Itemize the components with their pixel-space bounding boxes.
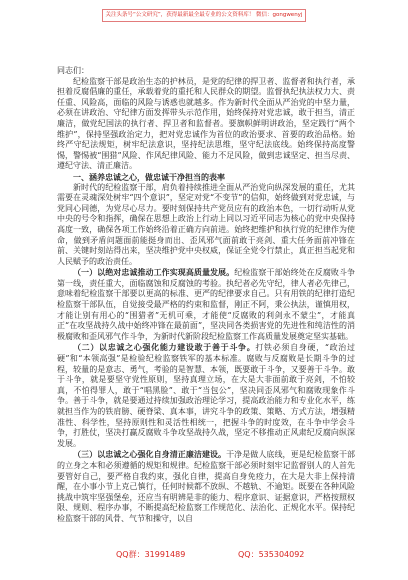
section-intro-paragraph: 新时代的纪检监察干部，肩负着持续推进全面从严治党向纵深发展的重任，尤其需要在灵魂深处树牢“四个意识”，坚定对党“不变节”的信仰，始终做到对党忠诚，与党同心同德，为党尽心尽力。要时刻保持共产党员应有的政治本色，一切行动听从党中央的号令和指挥，确保在思想上政治上行动上同以习近平同志为核心的党中央保持高度一致，确保各项工作始终沿着正确方向前进。始终把维护和执行党的纪律作为使命，做到矛盾问题面前能挺身而出、歪风邪气面前敢于亮剑、重大任务面前冲锋在前、关键时刻站得出来，坚决维护党中央权威，保证全党令行禁止，真正担当起党和人民赋予的政治责任。 bbox=[57, 182, 355, 266]
header-banner-text: 关注头条号“公文研究”，获得最新最全最专业的公文资料库！ 微信：gongwenyj bbox=[105, 12, 303, 18]
subsection-2-lead: （二）以忠诚之心强化能力建设敢于善于斗争。 bbox=[73, 342, 256, 353]
subsection-2-body: 打铁必须自身硬，“政治过硬”和“本领高强”是检验纪检监察铁军的基本标准。腐败与反腐败是长期斗争的过程，较量的是意志、勇气，考验的是智慧、本领，既要敢于斗争，又要善于斗争。敢于斗争，就是要坚守党性原则，坚持真理立场，在大是大非面前敢于亮剑，不怕较真，不怕得罪人，敢于“唱黑脸”、敢于“当包公”，坚决同歪风邪气和腐败现象作斗争。善于斗争，就是要通过持续加强政治理论学习，提高政治能力和专业化水平，练就担当作为的铁肩膀、硬脊梁、真本事，讲究斗争的政策、策略、方式方法，增强精准性、科学性，坚持原则性和灵活性相统一，把握斗争的时度效，在斗争中学会斗争，打胜仗，坚决打赢反腐败斗争攻坚战持久战，坚定不移推动正风肃纪反腐向纵深发展。 bbox=[57, 343, 355, 448]
subsection-2 bbox=[57, 342, 355, 449]
document-body bbox=[57, 66, 355, 525]
subsection-1 bbox=[57, 267, 355, 342]
subsection-1-body: 纪检监察干部始终处在反腐败斗争第一线，责任重大，面临腐蚀和反腐蚀的考验。执纪者必先守纪，律人者必先律己，意味着纪检监察干部要以更高的标准、更严的纪律要求自己。只有用铁的纪律打造纪检监察干部队伍，自觉接受最严格的约束和监督，刚正不阿，秉公执法，谨慎用权，才能让别有用心的“围猎者”无机可乘，才能使“反腐败的利剑永不蒙尘”，才能真正“在攻坚战持久战中始终冲锋在最前面”，坚决同各类损害党的先进性和纯洁性的消极腐败和歪风邪气作斗争，为新时代新阶段纪检监察工作高质量发展奠定坚实基础。 bbox=[57, 268, 356, 341]
footer-qq: QQ：535304092 bbox=[238, 550, 305, 559]
footer-qq-group: QQ群：31991489 bbox=[116, 550, 186, 559]
section-heading: 一、涵养忠诚之心，做忠诚干净担当的表率 bbox=[73, 171, 225, 182]
intro-paragraph: 纪检监察干部是政治生态的护林员，是党的纪律的捍卫者、监督者和执行者，承担着反腐倡廉的重任，承载着党的重托和人民群众的期望。监督执纪执法权力大、责任重、风险高，面临的风险与诱惑也就越多。作为新时代全面从严治党的中坚力量，必须在讲政治、守纪律方面发挥带头示范作用，始终保持对党忠诚，敢于担当，清正廉洁，做党纪国法的执行者、捍卫者和监督者。要旗帜鲜明讲政治，坚定践行“两个维护”，保持坚强政治定力，把对党忠诚作为首位的政治要求、首要的政治品格。始终严守纪法规矩，树牢纪法意识，坚持纪法思维，坚守纪法底线。始终保持高度警惕，警惕被“围猎”风险、作风纪律风险、能力不足风险，做到忠诚坚定、担当尽责、遵纪守法、清正廉洁。 bbox=[57, 76, 355, 171]
header-banner bbox=[102, 9, 306, 22]
subsection-3-body: 干净是做人底线，更是纪检监察干部的立身之本和必须遵循的规矩和规律。纪检监察干部必须时刻牢记监督别人的人首先要管好自己，要严格自我约束，强化自律，提高自身免疫力，在大是大非上保持清醒，在小事小节上克己慎行，任何时候都不放纵、不越轨、不逾矩。既要在各种风险挑战中筑牢坚强堡垒，还应当有明辨是非的能力、程序意识、证据意识，严格按照权限、规则、程序办事，不断提高纪检监察工作规范化、法治化、正规化水平。保持纪检监察干部的风骨、气节和操守，以自 bbox=[57, 450, 356, 523]
subsection-1-lead: （一）以绝对忠诚推动工作实现高质量发展。 bbox=[73, 267, 235, 278]
subsection-3 bbox=[57, 449, 355, 524]
salutation: 同志们： bbox=[57, 66, 89, 75]
subsection-3-lead: （三）以忠诚之心强化自身清正廉洁建设。 bbox=[73, 449, 227, 460]
